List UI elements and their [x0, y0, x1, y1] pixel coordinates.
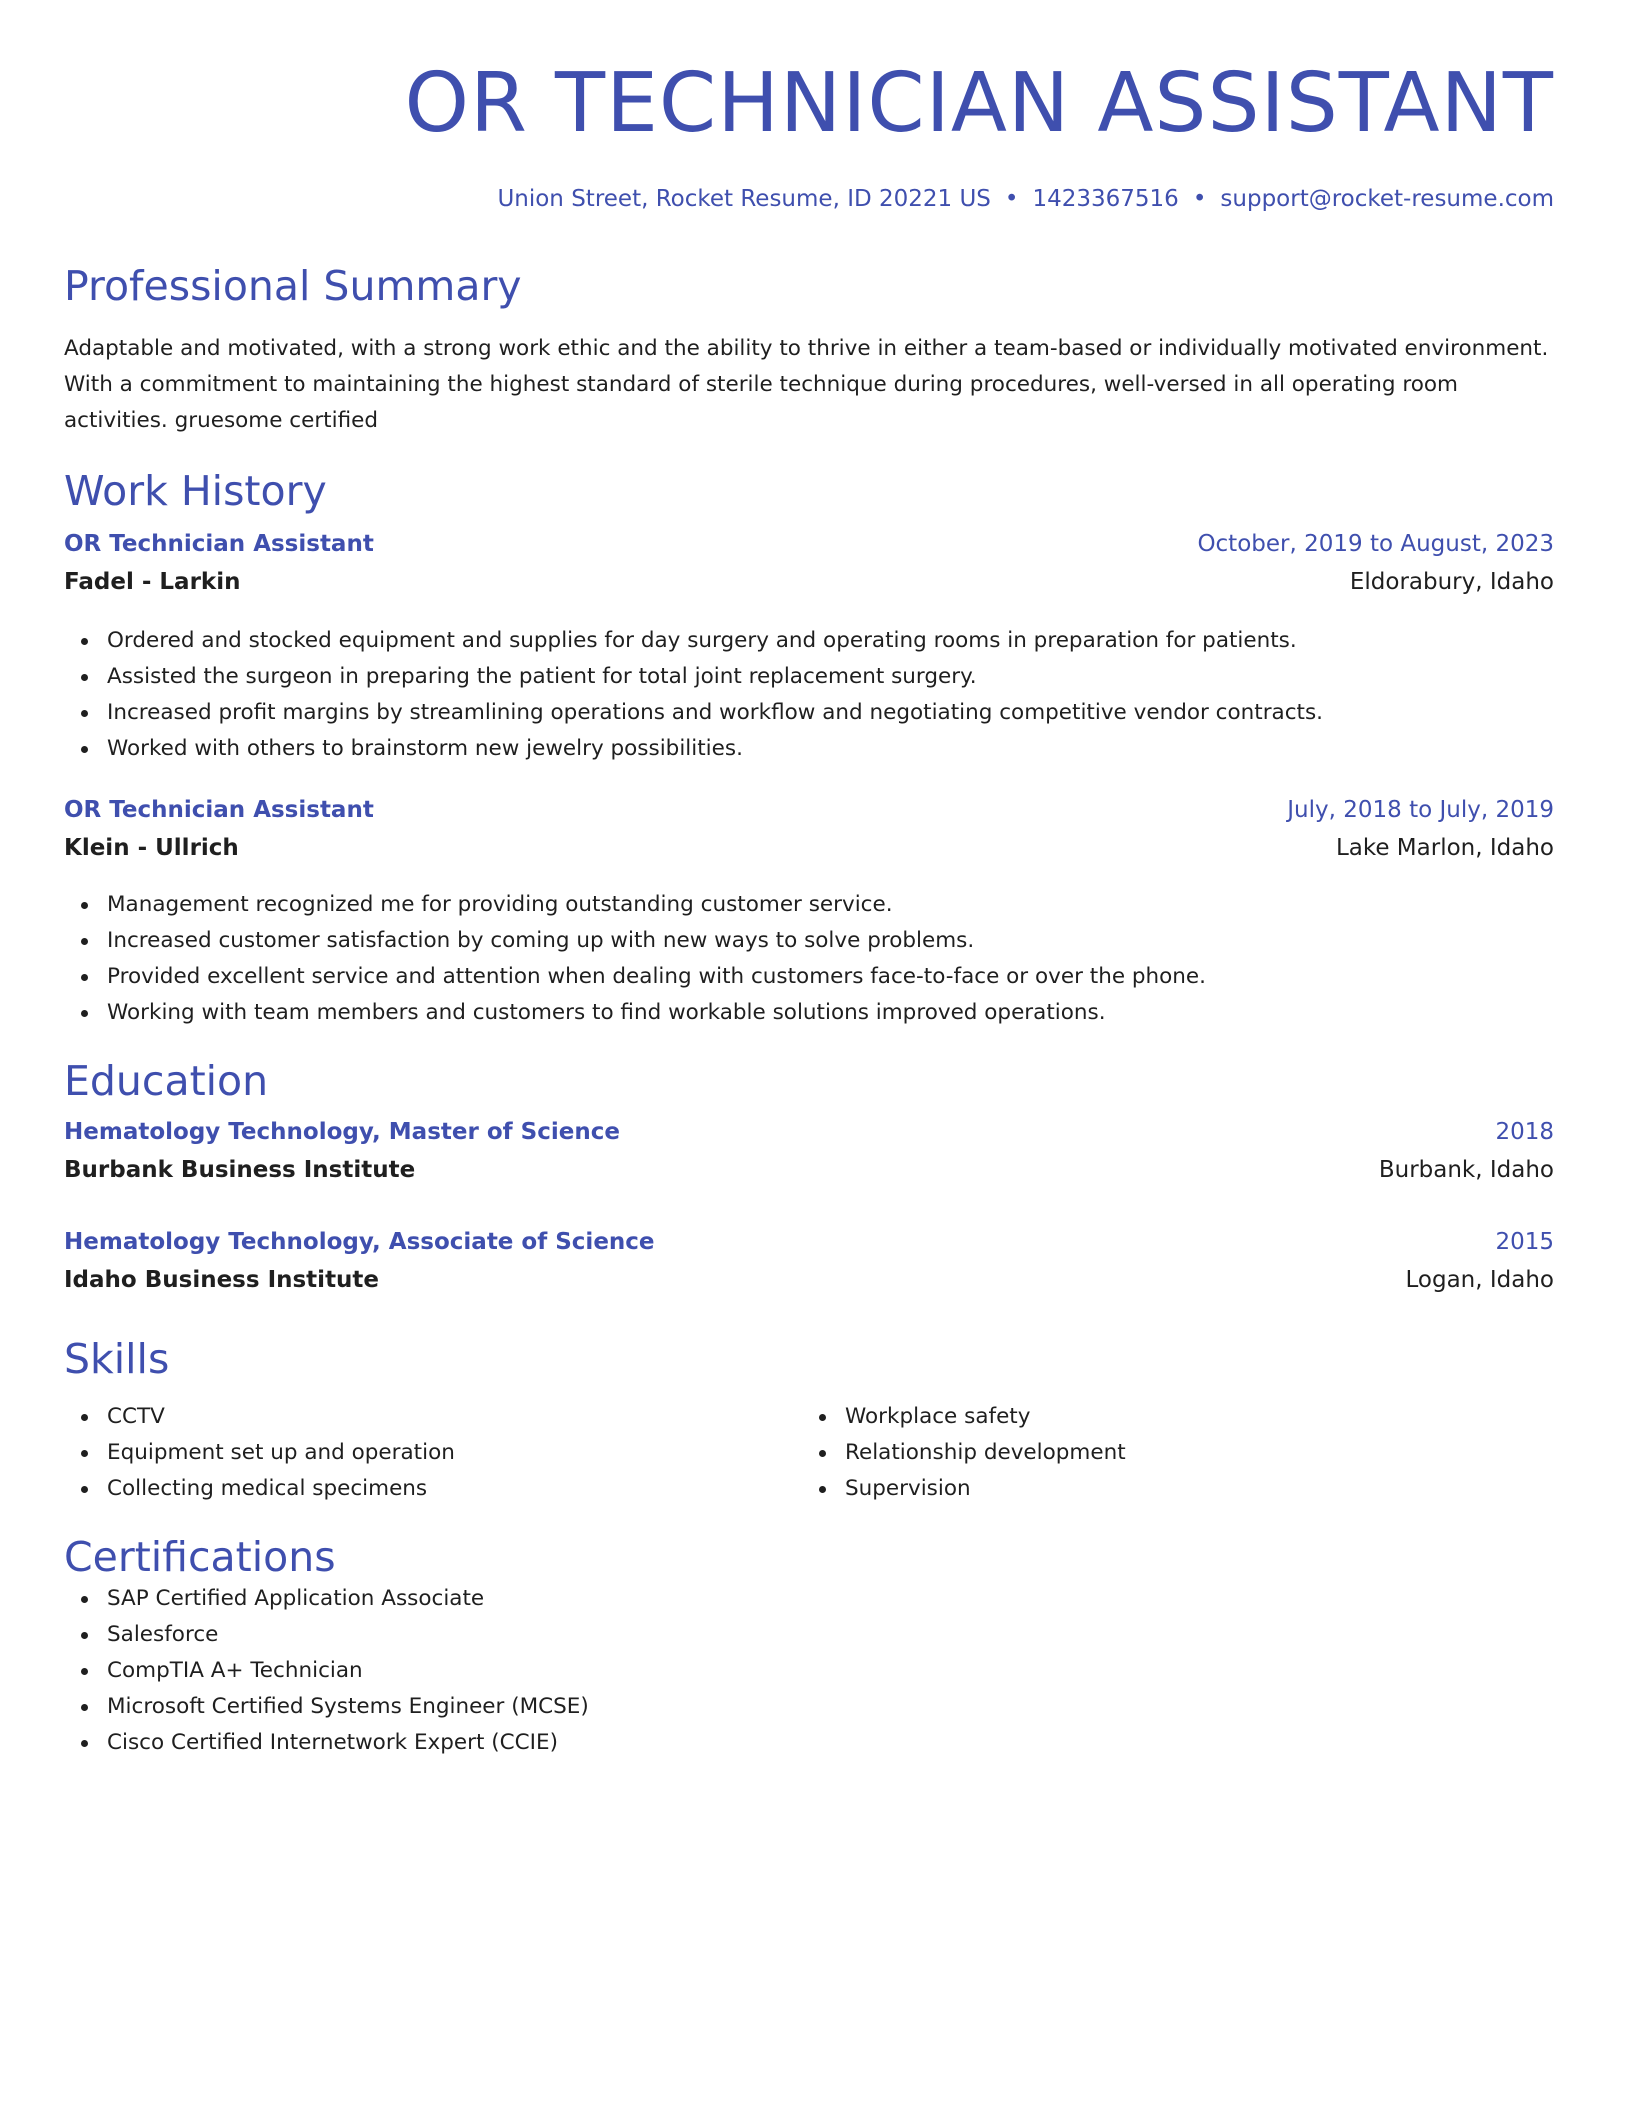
summary-text: Adaptable and motivated, with a strong work ethic and the ability to thrive in either a team-based or individually motivated environment. With a commitment to maintaining the highest standard of sterile technique during procedures, well-versed in all operating room activities. gruesome certified — [64, 336, 1549, 433]
job-dates: October, 2019 to August, 2023 — [1197, 531, 1554, 557]
education-entry — [64, 1119, 1554, 1195]
education-degree: Hematology Technology, Associate of Science — [64, 1229, 655, 1255]
skills-columns — [64, 1399, 1554, 1507]
job-bullet-list — [64, 623, 1554, 767]
education-school: Burbank Business Institute — [64, 1157, 416, 1183]
job-title: OR Technician Assistant — [64, 797, 374, 823]
job-bullet-list — [64, 887, 1554, 1031]
job-title: OR Technician Assistant — [64, 531, 374, 557]
education-heading: Education — [64, 1057, 269, 1105]
contact-separator: • — [1192, 186, 1207, 212]
education-year: 2015 — [1495, 1229, 1554, 1255]
skill-item: Workplace safety — [802, 1399, 1540, 1435]
job-bullet: Worked with others to brainstorm new jewelry possibilities. — [64, 731, 1554, 767]
certification-item: SAP Certified Application Associate — [64, 1581, 1554, 1617]
skill-item: Collecting medical specimens — [64, 1471, 802, 1507]
resume-name-heading: OR TECHNICIAN ASSISTANT — [404, 56, 1554, 151]
skills-heading: Skills — [64, 1335, 170, 1383]
skill-item: Supervision — [802, 1471, 1540, 1507]
summary-heading: Professional Summary — [64, 262, 522, 310]
skill-item: CCTV — [64, 1399, 802, 1435]
certification-item: CompTIA A+ Technician — [64, 1653, 1554, 1689]
education-school: Idaho Business Institute — [64, 1267, 380, 1293]
certification-item: Microsoft Certified Systems Engineer (MCSE) — [64, 1689, 1554, 1725]
skill-item: Equipment set up and operation — [64, 1435, 802, 1471]
certifications-list — [64, 1581, 1554, 1761]
education-location: Burbank, Idaho — [1378, 1157, 1554, 1183]
contact-separator: • — [1004, 186, 1019, 212]
certifications-heading: Certifications — [64, 1533, 336, 1581]
job-location: Lake Marlon, Idaho — [1335, 835, 1554, 861]
job-dates: July, 2018 to July, 2019 — [1287, 797, 1554, 823]
skills-list-left — [64, 1399, 802, 1507]
contact-line — [64, 186, 1554, 212]
contact-phone: 1423367516 — [1032, 186, 1179, 212]
skills-list-right — [802, 1399, 1540, 1507]
skill-item: Relationship development — [802, 1435, 1540, 1471]
job-location: Eldorabury, Idaho — [1349, 569, 1554, 595]
job-entry — [64, 797, 1554, 1031]
job-bullet: Assisted the surgeon in preparing the patient for total joint replacement surgery. — [64, 659, 1554, 695]
job-entry — [64, 531, 1554, 767]
education-year: 2018 — [1495, 1119, 1554, 1145]
work-history-heading: Work History — [64, 467, 327, 515]
certification-item: Cisco Certified Internetwork Expert (CCIE) — [64, 1725, 1554, 1761]
job-bullet: Increased customer satisfaction by coming up with new ways to solve problems. — [64, 923, 1554, 959]
contact-email: support@rocket-resume.com — [1220, 186, 1554, 212]
job-bullet: Management recognized me for providing outstanding customer service. — [64, 887, 1554, 923]
job-company: Fadel - Larkin — [64, 569, 241, 595]
education-location: Logan, Idaho — [1405, 1267, 1554, 1293]
resume-page — [64, 58, 1554, 1761]
education-degree: Hematology Technology, Master of Science — [64, 1119, 620, 1145]
job-bullet: Increased profit margins by streamlining operations and workflow and negotiating competitive vendor contracts. — [64, 695, 1554, 731]
education-entry — [64, 1229, 1554, 1305]
certification-item: Salesforce — [64, 1617, 1554, 1653]
job-bullet: Ordered and stocked equipment and supplies for day surgery and operating rooms in preparation for patients. — [64, 623, 1554, 659]
job-company: Klein - Ullrich — [64, 835, 239, 861]
contact-address: Union Street, Rocket Resume, ID 20221 US — [497, 186, 991, 212]
job-bullet: Working with team members and customers to find workable solutions improved operations. — [64, 995, 1554, 1031]
job-bullet: Provided excellent service and attention when dealing with customers face-to-face or over the phone. — [64, 959, 1554, 995]
